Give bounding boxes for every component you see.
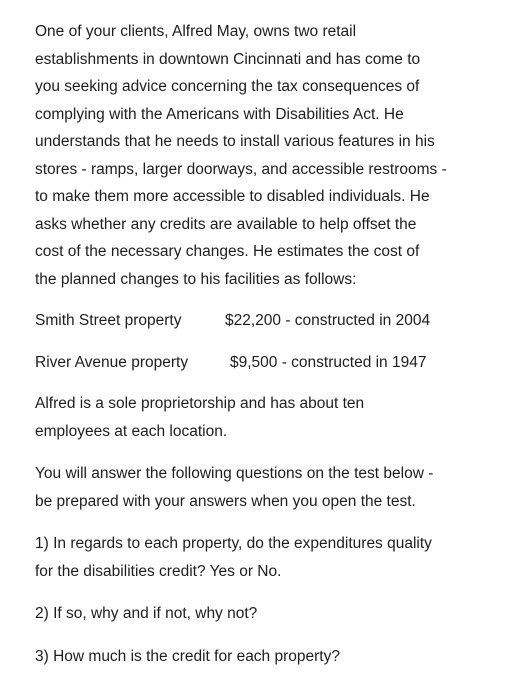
intro-paragraph <box>35 18 492 293</box>
property-cost-detail: $9,500 - constructed in 1947 <box>230 353 427 371</box>
intro-line: stores - ramps, larger doorways, and accessible restrooms - <box>35 160 447 178</box>
question-line: 3) How much is the credit for each property? <box>35 647 340 665</box>
question-1 <box>35 530 492 585</box>
intro-line: understands that he needs to install various features in his <box>35 133 435 150</box>
property-cost-detail: $22,200 - constructed in 2004 <box>225 312 431 329</box>
question-line: 2) If so, why and if not, why not? <box>35 605 258 622</box>
question-line: 1) In regards to each property, do the expenditures quality <box>35 535 432 552</box>
business-line: Alfred is a sole proprietorship and has about ten <box>35 395 365 412</box>
question-3 <box>35 643 492 671</box>
property-row-smith-street <box>35 307 492 335</box>
intro-line: establishments in downtown Cincinnati and has come to <box>35 50 421 68</box>
instructions-line: You will answer the following questions on the test below - <box>35 465 434 482</box>
intro-line: complying with the Americans with Disabilities Act. He <box>35 105 404 123</box>
business-line: employees at each location. <box>35 422 228 440</box>
property-name: Smith Street property <box>35 312 182 329</box>
property-row-river-avenue <box>35 349 492 377</box>
intro-line: asks whether any credits are available to help offset the <box>35 215 417 233</box>
property-name: River Avenue property <box>35 353 189 371</box>
intro-line: cost of the necessary changes. He estimates the cost of <box>35 243 420 260</box>
question-2 <box>35 600 492 628</box>
intro-line: to make them more accessible to disabled individuals. He <box>35 188 430 205</box>
intro-line: the planned changes to his facilities as follows: <box>35 270 357 288</box>
question-line: for the disabilities credit? Yes or No. <box>35 562 282 580</box>
intro-line: One of your clients, Alfred May, owns two retail <box>35 23 357 40</box>
intro-line: you seeking advice concerning the tax consequences of <box>35 78 420 95</box>
instructions-paragraph <box>35 460 492 515</box>
business-paragraph <box>35 390 492 445</box>
instructions-line: be prepared with your answers when you open the test. <box>35 492 416 510</box>
